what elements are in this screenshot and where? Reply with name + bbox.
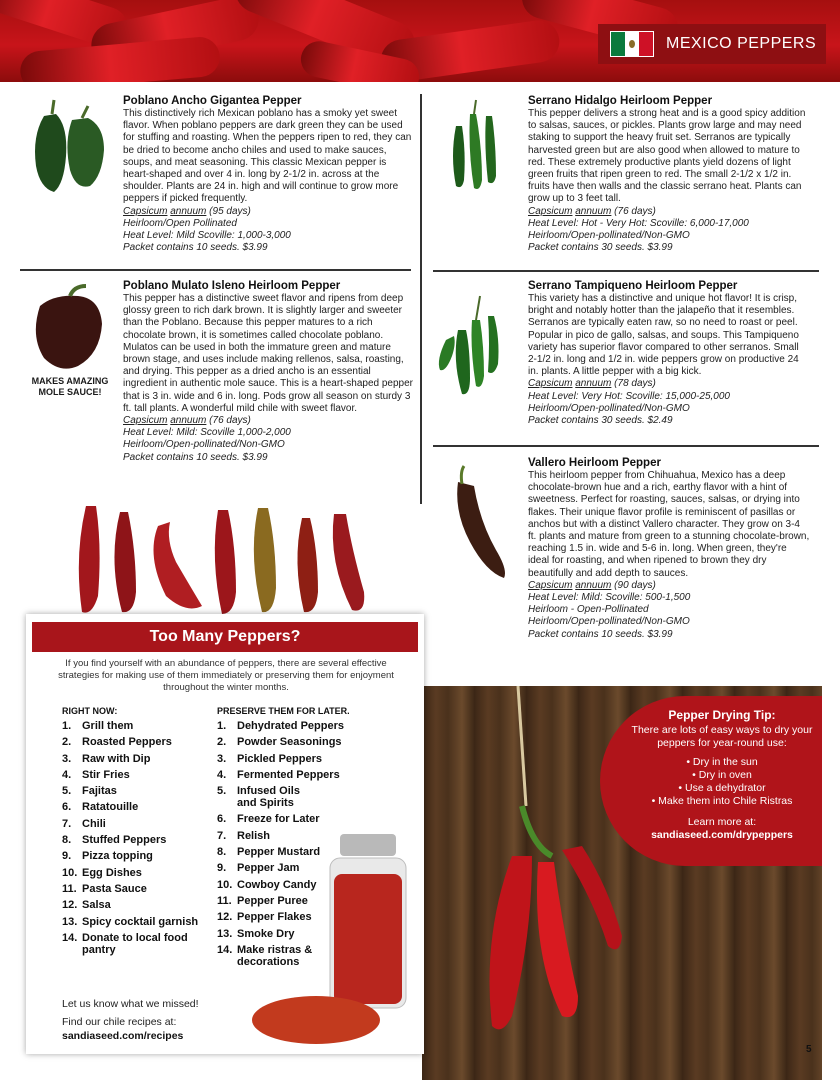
product-info-line: Heat Level: Very Hot: Scoville: 15,000-25,000	[528, 390, 730, 402]
too-many-peppers-title: Too Many Peppers?	[32, 622, 418, 652]
product-price: Packet contains 10 seeds. $3.99	[123, 451, 268, 463]
product-info-line: Heat Level: Mild: Scoville: 500-1,500	[528, 592, 691, 604]
product-poblano-ancho	[123, 94, 413, 254]
latin-species: annuum	[575, 205, 612, 217]
vallero-pepper-image	[450, 462, 510, 582]
list-item: 13. Spicy cocktail garnish	[62, 915, 199, 928]
list-item: 11. Pasta Sauce	[62, 882, 147, 895]
column-divider	[420, 94, 422, 504]
product-description: This distinctively rich Mexican poblano has a smoky yet sweet flavor. When poblano peppers are dark green they can be used for stuffing and roasting. When the peppers ripen to red, they can be dried to become ancho chiles and used to make sauces, soups, and meat seasoning. This classic Mexican pepper is heart-shaped and over 4 in. long by 2-1/2 in. across at the shoulder. Plants are 24 in. high and will continue to grow more peppers if picked frequently.	[123, 108, 412, 205]
list-item: 12. Salsa	[62, 899, 111, 912]
product-latin-days	[528, 580, 810, 592]
drying-tip-item: • Dry in the sun	[686, 756, 758, 768]
header-banner	[0, 0, 840, 82]
poblano-ancho-pepper-image	[24, 96, 110, 196]
list-item: 9. Pepper Jam	[217, 862, 300, 875]
section-title-label	[598, 24, 826, 64]
product-serrano-hidalgo	[528, 94, 810, 254]
page-number: 5	[806, 1044, 812, 1055]
product-info-line: Heirloom/Open-pollinated/Non-GMO	[528, 230, 690, 242]
product-description: This pepper delivers a strong heat and is a good spicy addition to salsas, sauces, or pickles. Plants grow large and may need staking to support the heavy fruit set. Serranos are typically harvested green but are also good when allowed to mature to red. These extremely productive plants yield dozens of light green fruits that ripen green to red. The small 2-1/2 x 1/2 in. fruits have then walls and the classic serrano heat. Plants can grow up to 3 feet tall.	[528, 108, 806, 205]
product-info-line: Heat Level: Mild: Scoville 1,000-2,000	[123, 427, 291, 439]
latin-genus: Capsicum	[528, 205, 573, 217]
drying-tip-item: • Make them into Chile Ristras	[651, 795, 793, 807]
list-item: 14. Make ristras & decorations	[217, 943, 313, 968]
list-item: 1. Dehydrated Peppers	[217, 720, 344, 732]
list-item: 5. Infused Oils and Spirits	[217, 785, 300, 810]
product-description: This pepper has a distinctive sweet flavor and ripens from deep glossy green to rich dark brown. It is slightly larger and sweeter than the Poblano. Because this pepper matures to a rich chocolate brown, it is sometimes called chocolate poblano. Mulatos can be used in both the immature green and mature brown stage, and uses include making rellenos, salsa, roasting, and drying. This pepper as a dried ancho is an essential ingredient in authentic mole sauce. This is a heart-shaped pepper that is 3 in. wide and 6 in. long. Pods grow all season on sturdy 3 ft. tall plants. A wonderful mild chile with sweet flavor.	[123, 293, 413, 414]
days-to-maturity: (90 days)	[614, 579, 656, 591]
product-latin-days	[123, 415, 413, 427]
days-to-maturity: (76 days)	[614, 205, 656, 217]
drying-tip-item: • Dry in oven	[692, 769, 752, 781]
list-item: 6. Ratatouille	[62, 801, 139, 814]
product-poblano-mulato	[123, 279, 413, 464]
list-item: 2. Powder Seasonings	[217, 736, 342, 749]
product-price: Packet contains 30 seeds. $2.49	[528, 415, 673, 427]
dried-peppers-image	[66, 496, 382, 618]
product-info-line: Heirloom/Open-pollinated/Non-GMO	[528, 402, 690, 414]
product-description: This variety has a distinctive and unique hot flavor! It is crisp, bright and notably hotter than the jalapeño that it resembles. Serranos are typically eaten raw, so no need to roast or peel. Popular in pico de gallo, salsas, and soups. This Tampiqueno variety has superior flavor compared to other serranos. Small 2-1/2 in. long and 1/2 in. wide peppers grow on productive 24 in. plants. A little pepper with a big kick.	[528, 293, 799, 378]
product-info-line: Heirloom/Open-pollinated/Non-GMO	[528, 616, 690, 628]
product-price: Packet contains 10 seeds. $3.99	[123, 242, 268, 254]
list-item: 6. Freeze for Later	[217, 813, 320, 826]
product-name: Poblano Ancho Gigantea Pepper	[123, 95, 302, 107]
latin-species: annuum	[575, 579, 612, 591]
list-item: 7. Relish	[217, 829, 271, 842]
drying-tip-body: There are lots of easy ways to dry your peppers for year-round use:	[631, 724, 813, 749]
drying-tip-title: Pepper Drying Tip:	[668, 708, 776, 722]
serrano-hidalgo-pepper-image	[446, 96, 502, 196]
list-item: 2. Roasted Peppers	[62, 736, 172, 749]
recipes-label: Find our chile recipes at:	[62, 1016, 177, 1028]
recipes-link[interactable]: sandiaseed.com/recipes	[62, 1030, 184, 1042]
list-item: 14. Donate to local food pantry	[62, 931, 188, 956]
latin-species: annuum	[170, 415, 207, 427]
list-item: 9. Pizza topping	[62, 850, 153, 863]
latin-species: annuum	[575, 378, 612, 390]
pepper-flakes-jar-image	[326, 830, 416, 1010]
missed-note: Let us know what we missed!	[62, 998, 199, 1010]
right-now-heading: RIGHT NOW:	[62, 706, 118, 716]
product-name: Serrano Hidalgo Heirloom Pepper	[528, 95, 713, 107]
days-to-maturity: (95 days)	[209, 205, 251, 217]
drying-tip-callout	[600, 696, 822, 866]
product-latin-days	[528, 206, 810, 218]
product-price: Packet contains 30 seeds. $3.99	[528, 242, 673, 254]
mole-sauce-badge: MAKES AMAZING MOLE SAUCE!	[31, 376, 109, 397]
poblano-mulato-pepper-image	[30, 284, 108, 372]
list-item: 8. Stuffed Peppers	[62, 834, 167, 847]
product-vallero	[528, 456, 810, 641]
drying-tip-list	[630, 756, 814, 808]
product-name: Poblano Mulato Isleno Heirloom Pepper	[123, 280, 341, 292]
list-item: 11. Pepper Puree	[217, 894, 308, 907]
drying-tip-link[interactable]: sandiaseed.com/drypeppers	[651, 829, 793, 841]
days-to-maturity: (76 days)	[209, 415, 251, 427]
section-divider	[433, 445, 819, 447]
section-divider	[433, 270, 819, 272]
drying-tip-more: Learn more at:	[687, 816, 757, 828]
list-item: 13. Smoke Dry	[217, 927, 295, 940]
product-serrano-tampiqueno	[528, 279, 810, 427]
section-title: MEXICO PEPPERS	[666, 35, 817, 52]
list-item: 5. Fajitas	[62, 785, 117, 798]
latin-genus: Capsicum	[123, 415, 168, 427]
list-item: 1. Grill them	[62, 720, 134, 732]
latin-genus: Capsicum	[528, 579, 573, 591]
product-name: Serrano Tampiqueno Heirloom Pepper	[528, 280, 738, 292]
product-latin-days	[123, 206, 413, 218]
list-item: 3. Pickled Peppers	[217, 752, 322, 765]
list-item: 10. Cowboy Candy	[217, 878, 317, 891]
drying-tip-item: • Use a dehydrator	[678, 782, 766, 794]
too-many-peppers-box	[26, 614, 424, 1054]
latin-genus: Capsicum	[123, 205, 168, 217]
list-item: 8. Pepper Mustard	[217, 846, 321, 859]
list-item: 3. Raw with Dip	[62, 752, 151, 765]
right-now-list	[62, 720, 222, 960]
product-info-line: Heirloom - Open-Pollinated	[528, 604, 649, 616]
serrano-tampiqueno-pepper-image	[432, 290, 512, 400]
list-item: 12. Pepper Flakes	[217, 911, 312, 924]
product-info-line: Heirloom/Open-pollinated/Non-GMO	[123, 439, 285, 451]
list-item: 10. Egg Dishes	[62, 866, 142, 879]
pepper-flakes-pile-image	[246, 990, 386, 1050]
product-description: This heirloom pepper from Chihuahua, Mexico has a deep chocolate-brown hue and a rich, earthy flavor with a hint of sweetness. Perfect for roasting, sauces, salsas, or drying into flakes. Their unique flavor profile is reminiscent of pasillas or anchos but with a distinct Vallero character. They grow on 3-4 ft. plants and mature from green to a stunning chocolate-brown, reaching 1.5 in. wide and 5-6 in. long. When green, they're ideal for roasting, and when ripened to brown they dry beautifully and add depth to sauces.	[528, 470, 810, 579]
product-info-line: Heirloom/Open Pollinated	[123, 217, 237, 229]
section-divider	[20, 269, 411, 271]
preserve-heading: PRESERVE THEM FOR LATER.	[217, 706, 350, 716]
product-name: Vallero Heirloom Pepper	[528, 457, 661, 469]
product-info-line: Heat Level: Hot - Very Hot: Scoville: 6,000-17,000	[528, 217, 749, 229]
list-item: 7. Chili	[62, 817, 106, 830]
latin-species: annuum	[170, 205, 207, 217]
days-to-maturity: (78 days)	[614, 378, 656, 390]
product-price: Packet contains 10 seeds. $3.99	[528, 628, 673, 640]
product-info-line: Heat Level: Mild Scoville: 1,000-3,000	[123, 230, 291, 242]
too-many-peppers-intro: If you find yourself with an abundance of peppers, there are several effective strategies for making use of them immediately or preserving them for enjoyment throughout the winter months.	[58, 658, 394, 693]
list-item: 4. Stir Fries	[62, 768, 130, 781]
latin-genus: Capsicum	[528, 378, 573, 390]
mexico-flag-icon	[610, 31, 654, 57]
product-latin-days	[528, 378, 810, 390]
list-item: 4. Fermented Peppers	[217, 768, 340, 781]
